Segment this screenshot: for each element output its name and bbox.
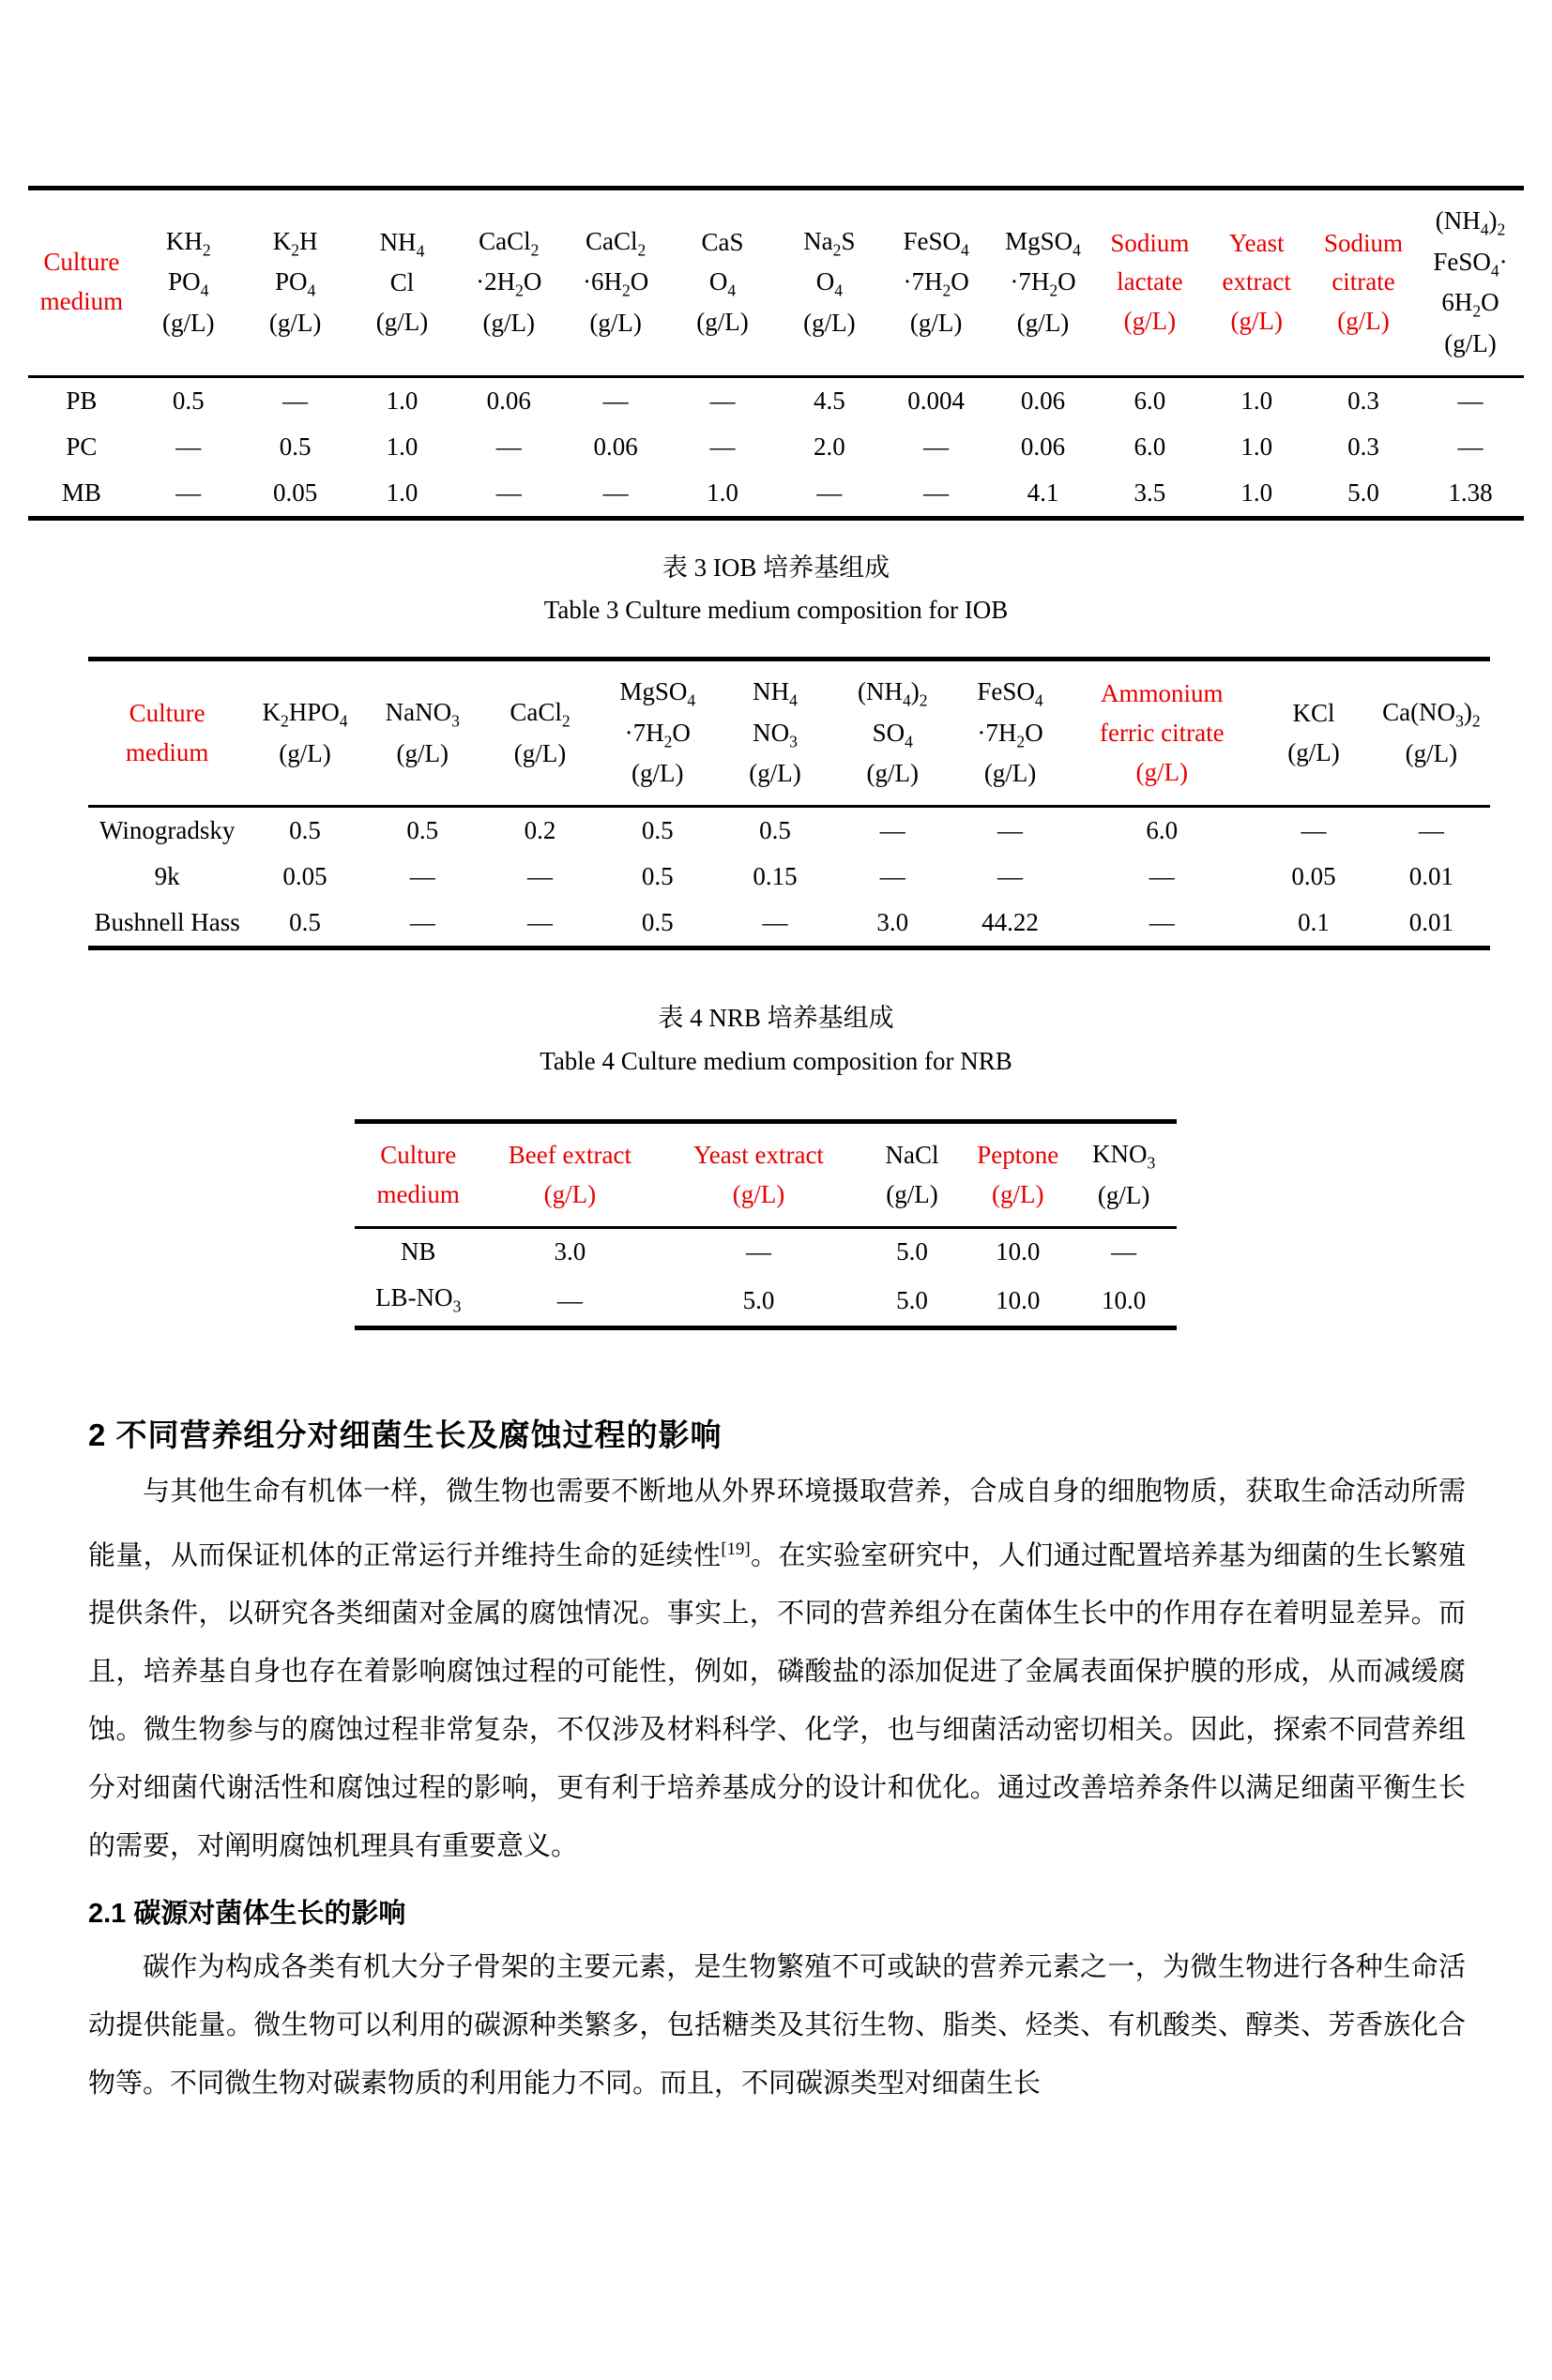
column-header: MgSO$_4$ $\cdot 7H_2O$ (g/L) [619, 677, 696, 788]
column-header: Culture medium [39, 248, 124, 316]
cell-value: — [556, 1285, 583, 1314]
cell-value: 1.0 [707, 478, 738, 507]
column-header: NaCl (g/L) [885, 1140, 939, 1208]
cell-value: — [409, 862, 435, 891]
column-header: $KH_2$ $PO_4$ (g/L) [162, 226, 215, 337]
table4-caption-en: Table 4 Culture medium composition for NRB [540, 1047, 1012, 1076]
cell-value: 0.5 [172, 386, 205, 415]
cell-value: 0.01 [1408, 908, 1453, 937]
cell-value: 44.22 [981, 908, 1039, 937]
column-header: FeSO$_4$ $\cdot 7H_2O$ (g/L) [977, 677, 1043, 788]
cell-value: — [1149, 908, 1175, 937]
cell-value: 10.0 [1101, 1285, 1147, 1314]
header-row [28, 189, 1524, 377]
table-row [28, 424, 1524, 470]
cell-value: 0.5 [406, 816, 439, 845]
cell-value: 1.0 [386, 478, 418, 507]
table-row [88, 900, 1490, 948]
table-row [88, 807, 1490, 855]
cell-value: 0.5 [279, 432, 312, 461]
cell-value: — [1301, 816, 1327, 845]
column-header: Yeast extract (g/L) [1222, 228, 1291, 336]
cell-value: — [495, 478, 522, 507]
cell-value: 0.5 [289, 816, 321, 845]
table-row [355, 1275, 1177, 1327]
cell-value: — [282, 386, 309, 415]
cell-value: 5.0 [1347, 478, 1379, 507]
cell-value: 6.0 [1134, 386, 1166, 415]
cell-value: 1.0 [386, 432, 418, 461]
row-label: 9k [154, 862, 180, 891]
cell-value: 0.01 [1408, 862, 1453, 891]
column-header: KCl (g/L) [1287, 698, 1340, 766]
table3-caption [28, 549, 1524, 631]
row-label: NB [400, 1237, 436, 1266]
srb-culture-medium-table [28, 186, 1524, 521]
column-header: Culture medium [376, 1140, 460, 1208]
cell-value: 4.1 [1027, 478, 1059, 507]
cell-value: 0.3 [1347, 386, 1379, 415]
cell-value: 0.004 [907, 386, 966, 415]
cell-value: — [709, 386, 736, 415]
cell-value: 6.0 [1146, 816, 1179, 845]
column-header: CaS $O_4$ (g/L) [696, 227, 749, 337]
cell-value: — [1111, 1237, 1137, 1266]
nrb-culture-medium-table [355, 1119, 1177, 1330]
cell-value: — [1149, 862, 1175, 891]
cell-value: — [495, 432, 522, 461]
cell-value: 4.5 [813, 386, 845, 415]
cell-value: 10.0 [996, 1237, 1041, 1266]
header-row [88, 659, 1490, 807]
cell-value: 5.0 [896, 1237, 928, 1266]
column-header: $(NH_4)_2$ FeSO$_4$· $6H_2O$ (g/L) [1433, 206, 1508, 357]
cell-value: — [1418, 816, 1444, 845]
column-header: $NH_4$ Cl (g/L) [375, 227, 429, 337]
row-label: $LB-NO_3$ [375, 1283, 462, 1316]
table-row [355, 1228, 1177, 1276]
cell-value: 3.0 [876, 908, 909, 937]
cell-value: 3.0 [554, 1237, 586, 1266]
header-row [355, 1121, 1177, 1227]
cell-value: 0.05 [1291, 862, 1336, 891]
iob-culture-medium-table [88, 657, 1490, 950]
row-label: PC [66, 432, 98, 461]
table-row [88, 854, 1490, 900]
cell-value: 1.0 [1240, 386, 1273, 415]
table-row [28, 470, 1524, 519]
cell-value: 3.5 [1134, 478, 1166, 507]
cell-value: 0.3 [1347, 432, 1379, 461]
cell-value: 0.05 [272, 478, 318, 507]
table4-caption-zh: 表 4 NRB 培养基组成 [658, 1004, 894, 1033]
cell-value: 0.06 [486, 386, 531, 415]
cell-value: 0.06 [593, 432, 638, 461]
cell-value: 2.0 [813, 432, 845, 461]
column-header: $K_2H$ $PO_4$ (g/L) [268, 226, 322, 337]
cell-value: — [602, 478, 629, 507]
table3-caption-zh: 表 3 IOB 培养基组成 [662, 553, 890, 582]
cell-value: — [175, 478, 202, 507]
column-header: Peptone (g/L) [977, 1140, 1059, 1208]
cell-value: — [762, 908, 788, 937]
cell-value: — [745, 1237, 771, 1266]
column-header: Yeast extract (g/L) [692, 1140, 824, 1208]
column-header: Sodium citrate (g/L) [1324, 228, 1404, 336]
row-label: Bushnell Hass [94, 908, 240, 937]
section-2 [88, 1411, 1466, 2114]
column-header: CaCl$_2$ $\cdot 2H_2O$ (g/L) [476, 226, 542, 337]
cell-value: 0.06 [1020, 432, 1066, 461]
cell-value: 0.2 [524, 816, 556, 845]
cell-value: 0.5 [641, 862, 674, 891]
cell-value: 0.5 [289, 908, 321, 937]
cell-value: — [997, 862, 1024, 891]
cell-value: — [409, 908, 435, 937]
cell-value: — [879, 862, 905, 891]
column-header: $KNO_3$ (g/L) [1091, 1139, 1156, 1209]
section-2-1-paragraph: 碳作为构成各类有机大分子骨架的主要元素，是生物繁殖不可或缺的营养元素之一，为微生物进行各种生命活动提供能量。微生物可以利用的碳源种类繁多，包括糖类及其衍生物、脂类、烃类、有机酸类、醇类、芳香族化合物等。不同微生物对碳素物质的利用能力不同。而且，不同碳源类型对细菌生长 [88, 1952, 1466, 2100]
row-label: Winogradsky [99, 816, 236, 845]
column-header: CaCl$_2$ $\cdot 6H_2O$ (g/L) [583, 226, 649, 337]
cell-value: 1.38 [1448, 478, 1493, 507]
cell-value: — [816, 478, 843, 507]
cell-value: 1.0 [1240, 432, 1273, 461]
cell-value: 0.05 [282, 862, 327, 891]
row-label: PB [66, 386, 98, 415]
cell-value: — [526, 862, 553, 891]
column-header: $(NH_4)_2$ $SO_4$ (g/L) [858, 677, 928, 788]
section-2-heading: 2 不同营养组分对细菌生长及腐蚀过程的影响 [88, 1417, 723, 1452]
cell-value: 0.5 [641, 816, 674, 845]
column-header: FeSO$_4$ $\cdot 7H_2O$ (g/L) [903, 226, 969, 337]
cell-value: 1.0 [386, 386, 418, 415]
cell-value: — [526, 908, 553, 937]
column-header: $K_2HPO_4$ (g/L) [262, 698, 348, 767]
column-header: $Ca(NO_3)_2$ (g/L) [1382, 698, 1481, 767]
table4-caption [28, 999, 1524, 1082]
cell-value: — [1457, 432, 1484, 461]
cell-value: 5.0 [742, 1285, 775, 1314]
cell-value: 0.5 [641, 908, 674, 937]
cell-value: — [175, 432, 202, 461]
cell-value: — [709, 432, 736, 461]
column-header: Ammonium ferric citrate (g/L) [1099, 679, 1225, 786]
column-header: Culture medium [125, 698, 209, 766]
table-row [28, 376, 1524, 424]
table3-caption-en: Table 3 Culture medium composition for IOB [543, 596, 1009, 625]
cell-value: — [923, 478, 950, 507]
column-header: Beef extract (g/L) [508, 1140, 631, 1208]
cell-value: — [997, 816, 1024, 845]
cell-value: 0.1 [1298, 908, 1330, 937]
cell-value: — [602, 386, 629, 415]
column-header: Sodium lactate (g/L) [1110, 228, 1190, 336]
cell-value: 1.0 [1240, 478, 1273, 507]
cell-value: 10.0 [996, 1285, 1041, 1314]
cell-value: 0.5 [759, 816, 791, 845]
cell-value: — [879, 816, 905, 845]
column-header: MgSO$_4$ $\cdot 7H_2O$ (g/L) [1005, 226, 1081, 337]
section-2-1-heading: 2.1 碳源对菌体生长的影响 [88, 1899, 406, 1930]
column-header: $NH_4$ $NO_3$ (g/L) [749, 677, 801, 788]
cell-value: 0.06 [1020, 386, 1066, 415]
column-header: CaCl$_2$ (g/L) [510, 698, 571, 767]
cell-value: 0.15 [753, 862, 798, 891]
cell-value: — [923, 432, 950, 461]
section-2-paragraph: 与其他生命有机体一样，微生物也需要不断地从外界环境摄取营养，合成自身的细胞物质，获取生命活动所需能量，从而保证机体的正常运行并维持生命的延续性[19]。在实验室研究中，人们通过配置培养基为细菌的生长繁殖提供条件，以研究各类细菌对金属的腐蚀情况。事实上，不同的营养组分在菌体生长中的作用存在着明显差异。而且，培养基自身也存在着影响腐蚀过程的可能性，例如，磷酸盐的添加促进了金属表面保护膜的形成，从而减缓腐蚀。微生物参与的腐蚀过程非常复杂，不仅涉及材料科学、化学，也与细菌活动密切相关。因此，探索不同营养组分对细菌代谢活性和腐蚀过程的影响，更有利于培养基成分的设计和优化。通过改善培养条件以满足细菌平衡生长的需要，对阐明腐蚀机理具有重要意义。 [88, 1476, 1466, 1862]
cell-value: 5.0 [896, 1285, 928, 1314]
column-header: $Na_2S$ $O_4$ (g/L) [803, 226, 856, 337]
cell-value: — [1457, 386, 1484, 415]
cell-value: 6.0 [1134, 432, 1166, 461]
row-label: MB [61, 478, 101, 507]
column-header: NaNO$_3$ (g/L) [385, 698, 460, 767]
paper-page [0, 186, 1552, 2113]
